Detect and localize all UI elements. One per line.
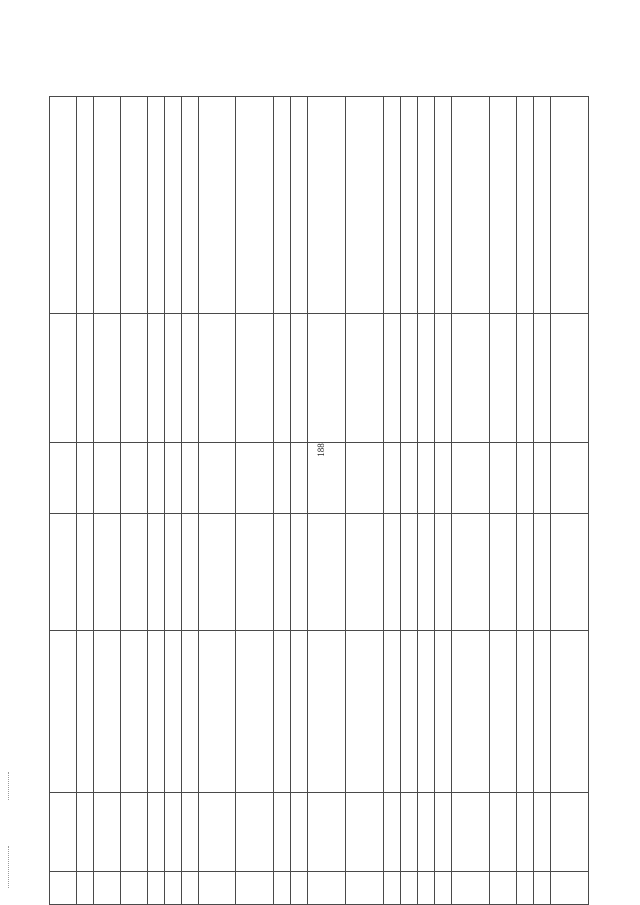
table-cell [291, 792, 308, 871]
table-row [516, 97, 533, 905]
table-cell [147, 514, 164, 631]
table-cell [198, 314, 236, 443]
table-cell [308, 792, 346, 871]
table-cell [346, 97, 384, 314]
table-cell [76, 314, 93, 443]
register-table [49, 96, 589, 905]
table-cell [401, 872, 418, 905]
table-cell [533, 792, 550, 871]
table-cell [550, 514, 588, 631]
table-cell [346, 631, 384, 793]
table-row [435, 97, 452, 905]
table-cell [181, 97, 198, 314]
table-cell [120, 442, 147, 514]
table-cell [346, 872, 384, 905]
table-cell [50, 97, 77, 314]
table-cell [490, 792, 517, 871]
table-row [452, 97, 490, 905]
table-cell [274, 314, 291, 443]
table-cell [435, 792, 452, 871]
table-cell [516, 514, 533, 631]
table-cell [516, 792, 533, 871]
table-cell [308, 872, 346, 905]
table-cell [291, 97, 308, 314]
table-cell [236, 97, 274, 314]
table-cell [516, 97, 533, 314]
table-cell [346, 792, 384, 871]
table-cell [490, 314, 517, 443]
table-cell [384, 631, 401, 793]
table-cell [76, 631, 93, 793]
table-cell [452, 631, 490, 793]
table-row [76, 97, 93, 905]
table-cell [550, 442, 588, 514]
table-row [274, 97, 291, 905]
table-cell [346, 314, 384, 443]
table-cell [198, 631, 236, 793]
table-cell [236, 442, 274, 514]
table-cell [418, 442, 435, 514]
table-cell [291, 314, 308, 443]
table-cell [533, 314, 550, 443]
table-cell [308, 97, 346, 314]
table-row [198, 97, 236, 905]
table-cell [236, 314, 274, 443]
table-cell [401, 631, 418, 793]
table-cell [120, 314, 147, 443]
table-cell [291, 872, 308, 905]
table-cell [533, 514, 550, 631]
table-cell [516, 631, 533, 793]
table-cell [533, 97, 550, 314]
table-cell [490, 872, 517, 905]
table-row [550, 97, 588, 905]
table-cell [435, 314, 452, 443]
table-row [181, 97, 198, 905]
table-cell [274, 442, 291, 514]
table-cell [384, 314, 401, 443]
table-cell [452, 514, 490, 631]
table-row [346, 97, 384, 905]
table-cell [147, 792, 164, 871]
table-cell [401, 514, 418, 631]
table-cell [164, 872, 181, 905]
table-cell [490, 514, 517, 631]
table-cell [236, 792, 274, 871]
table-row [384, 97, 401, 905]
table-cell [120, 514, 147, 631]
table-cell [93, 631, 120, 793]
table-cell [418, 792, 435, 871]
table-cell [490, 442, 517, 514]
table-cell [181, 314, 198, 443]
table-cell [452, 97, 490, 314]
table-cell [198, 872, 236, 905]
table-cell [346, 514, 384, 631]
table-cell [164, 442, 181, 514]
rotated-table-container [49, 96, 589, 905]
table-cell [93, 792, 120, 871]
table-cell [452, 314, 490, 443]
table-cell [50, 314, 77, 443]
table-cell [533, 872, 550, 905]
table-cell [198, 97, 236, 314]
table-cell [120, 631, 147, 793]
table-row [50, 97, 77, 905]
table-cell [435, 872, 452, 905]
table-cell [435, 514, 452, 631]
page-number: 188 [316, 443, 326, 457]
table-cell [384, 792, 401, 871]
table-row [533, 97, 550, 905]
table-cell [308, 631, 346, 793]
table-cell [516, 442, 533, 514]
table-cell [147, 631, 164, 793]
table-cell [308, 514, 346, 631]
table-cell [384, 442, 401, 514]
table-cell [274, 792, 291, 871]
table-cell [550, 872, 588, 905]
table-cell [164, 631, 181, 793]
table-cell [198, 792, 236, 871]
table-row [164, 97, 181, 905]
scan-margin-mark [8, 846, 12, 888]
table-cell [291, 442, 308, 514]
table-cell [384, 514, 401, 631]
table-cell [93, 314, 120, 443]
table-cell [164, 314, 181, 443]
table-cell [346, 442, 384, 514]
table-row [291, 97, 308, 905]
table-cell [550, 631, 588, 793]
table-cell [76, 442, 93, 514]
table-cell [274, 97, 291, 314]
table-cell [550, 792, 588, 871]
table-cell [76, 792, 93, 871]
table-row [490, 97, 517, 905]
table-cell [308, 442, 346, 514]
table-cell [181, 872, 198, 905]
table-cell [50, 514, 77, 631]
table-cell [401, 97, 418, 314]
table-cell [120, 792, 147, 871]
table-cell [418, 631, 435, 793]
table-cell [147, 314, 164, 443]
table-cell [401, 442, 418, 514]
table-cell [274, 631, 291, 793]
table-row [418, 97, 435, 905]
table-cell [76, 514, 93, 631]
table-cell [181, 792, 198, 871]
table-cell [452, 872, 490, 905]
table-cell [550, 97, 588, 314]
table-cell [50, 442, 77, 514]
table-cell [164, 792, 181, 871]
table-cell [490, 97, 517, 314]
table-cell [401, 792, 418, 871]
table-cell [120, 872, 147, 905]
table-cell [435, 631, 452, 793]
scan-margin-mark [8, 772, 12, 800]
table-cell [147, 872, 164, 905]
table-cell [516, 314, 533, 443]
table-cell [401, 314, 418, 443]
table-cell [291, 631, 308, 793]
table-cell [533, 631, 550, 793]
table-cell [384, 872, 401, 905]
table-cell [418, 872, 435, 905]
table-row [236, 97, 274, 905]
table-cell [50, 872, 77, 905]
table-cell [198, 514, 236, 631]
table-cell [181, 514, 198, 631]
table-row [147, 97, 164, 905]
table-cell [164, 514, 181, 631]
table-cell [236, 872, 274, 905]
table-cell [452, 792, 490, 871]
table-cell [236, 631, 274, 793]
table-cell [274, 514, 291, 631]
table-cell [236, 514, 274, 631]
table-cell [76, 872, 93, 905]
table-cell [418, 514, 435, 631]
table-cell [164, 97, 181, 314]
table-cell [181, 442, 198, 514]
table-cell [181, 631, 198, 793]
table-cell [435, 442, 452, 514]
table-cell [384, 97, 401, 314]
table-cell [93, 872, 120, 905]
table-cell [120, 97, 147, 314]
table-row [308, 97, 346, 905]
table-row [93, 97, 120, 905]
table-cell [418, 314, 435, 443]
table-cell [418, 97, 435, 314]
table-cell [308, 314, 346, 443]
table-cell [147, 97, 164, 314]
table-cell [274, 872, 291, 905]
table-cell [452, 442, 490, 514]
table-row [120, 97, 147, 905]
table-cell [533, 442, 550, 514]
table-cell [76, 97, 93, 314]
table-cell [93, 514, 120, 631]
table-row [401, 97, 418, 905]
table-cell [50, 631, 77, 793]
table-cell [435, 97, 452, 314]
table-cell [291, 514, 308, 631]
table-cell [93, 442, 120, 514]
table-cell [550, 314, 588, 443]
table-cell [50, 792, 77, 871]
table-cell [147, 442, 164, 514]
table-cell [198, 442, 236, 514]
table-cell [490, 631, 517, 793]
table-cell [93, 97, 120, 314]
table-cell [516, 872, 533, 905]
